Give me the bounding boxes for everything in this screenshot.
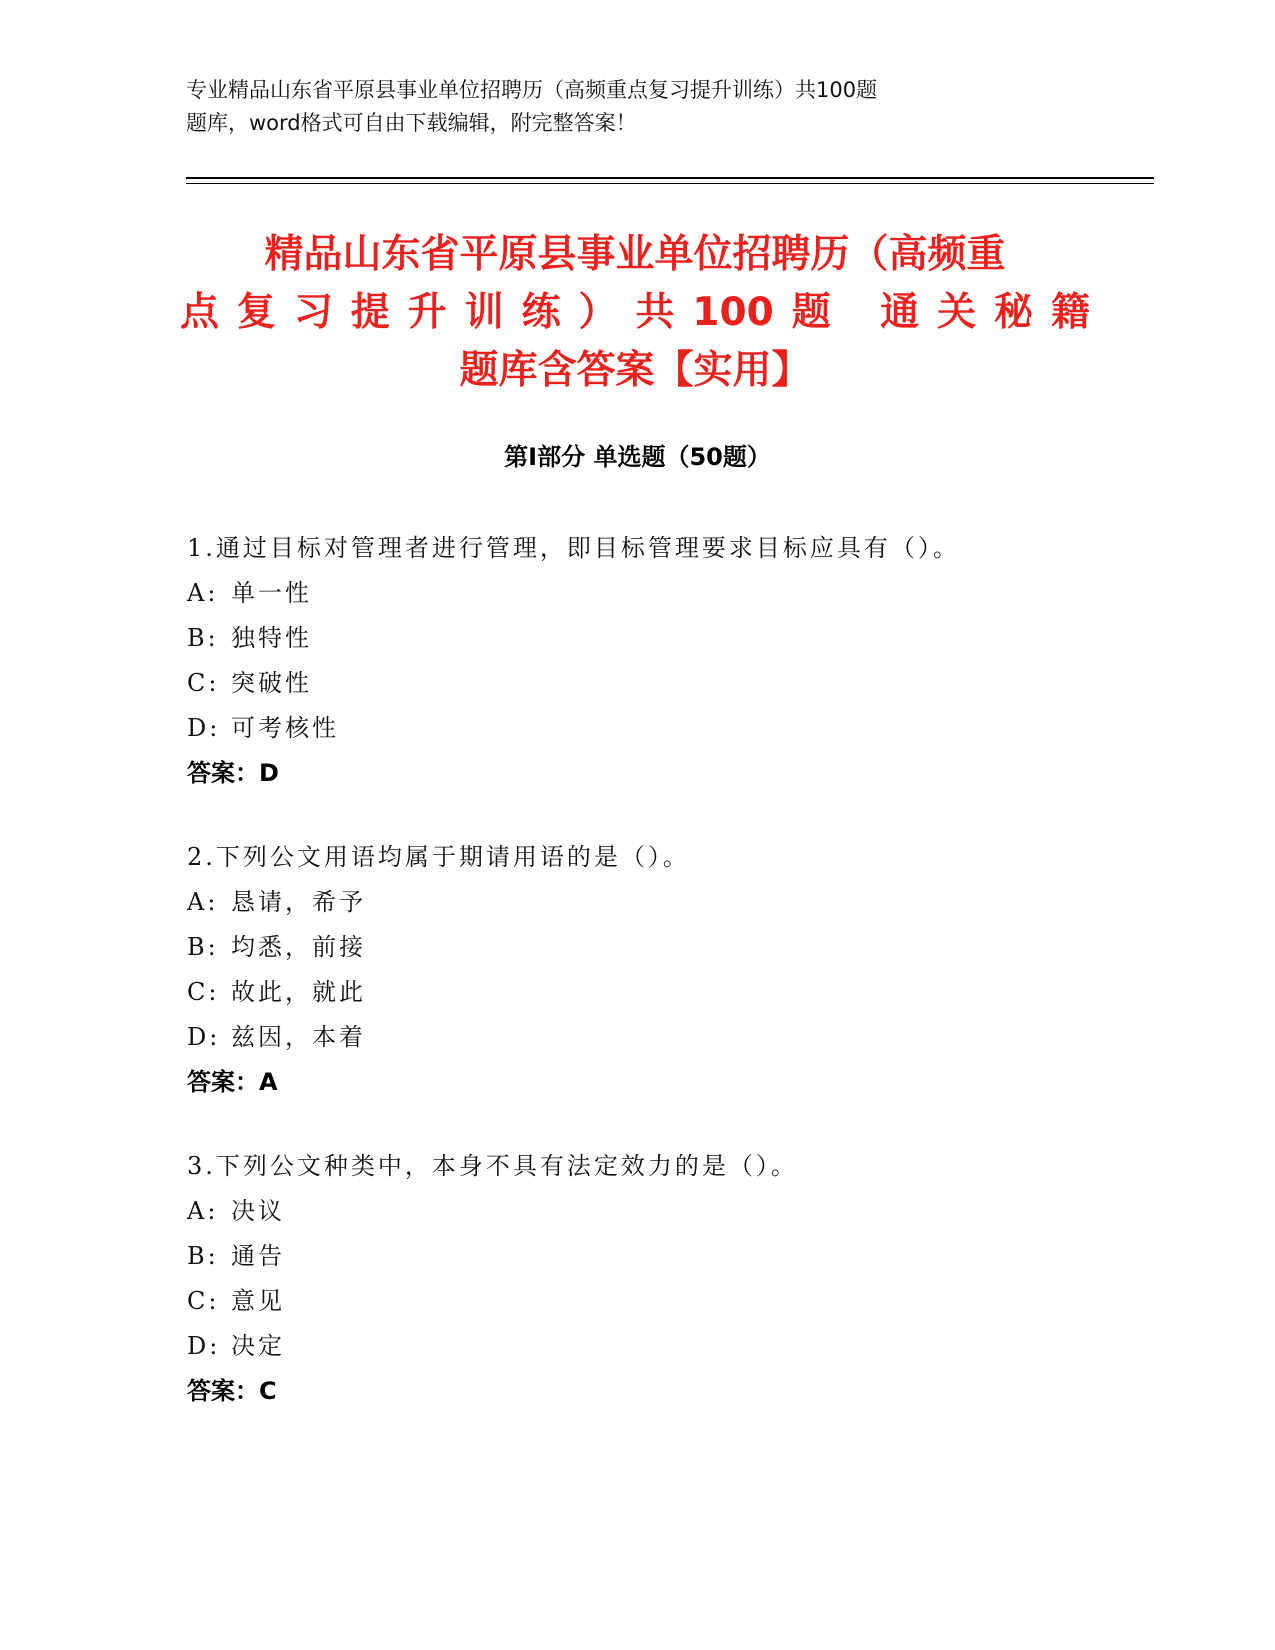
option-text: 均悉，前接 bbox=[231, 933, 366, 961]
option-d bbox=[187, 1015, 1107, 1060]
option-b bbox=[187, 616, 1107, 661]
option-c bbox=[187, 1279, 1107, 1324]
option-text: 独特性 bbox=[231, 624, 312, 652]
option-letter: C: bbox=[187, 1287, 220, 1315]
option-text: 决定 bbox=[231, 1332, 285, 1360]
option-text: 恳请，希予 bbox=[231, 888, 366, 916]
title-line-1: 精品山东省平原县事业单位招聘历（高频重 bbox=[264, 232, 1006, 277]
question-stem: 2.下列公文用语均属于期请用语的是（）。 bbox=[187, 843, 690, 871]
header-note bbox=[186, 74, 1016, 140]
answer-line: 答案：D bbox=[187, 759, 279, 787]
option-text: 决议 bbox=[231, 1197, 285, 1225]
option-text: 兹因，本着 bbox=[231, 1023, 366, 1051]
option-text: 可考核性 bbox=[231, 714, 339, 742]
document-title bbox=[180, 226, 1090, 400]
header-rule-thin bbox=[186, 183, 1154, 184]
section-heading: 第Ⅰ部分 单选题（50题） bbox=[504, 443, 771, 471]
option-letter: C: bbox=[187, 978, 220, 1006]
option-text: 故此，就此 bbox=[231, 978, 366, 1006]
option-c bbox=[187, 970, 1107, 1015]
option-letter: C: bbox=[187, 669, 220, 697]
answer-line: 答案：A bbox=[187, 1068, 278, 1096]
option-a bbox=[187, 1189, 1107, 1234]
header-rule-thick bbox=[186, 177, 1154, 179]
answer-line: 答案：C bbox=[187, 1377, 277, 1405]
option-text: 通告 bbox=[231, 1242, 285, 1270]
option-text: 意见 bbox=[231, 1287, 285, 1315]
option-a bbox=[187, 571, 1107, 616]
option-d bbox=[187, 1324, 1107, 1369]
option-letter: A: bbox=[187, 888, 219, 916]
question-stem: 1.通过目标对管理者进行管理，即目标管理要求目标应具有（）。 bbox=[187, 534, 960, 562]
option-c bbox=[187, 661, 1107, 706]
option-letter: A: bbox=[187, 1197, 219, 1225]
option-letter: B: bbox=[187, 933, 219, 961]
question-item bbox=[187, 526, 1107, 796]
question-stem: 3.下列公文种类中，本身不具有法定效力的是（）。 bbox=[187, 1152, 798, 1180]
option-a bbox=[187, 880, 1107, 925]
option-b bbox=[187, 1234, 1107, 1279]
option-b bbox=[187, 925, 1107, 970]
option-text: 突破性 bbox=[231, 669, 312, 697]
question-item bbox=[187, 835, 1107, 1105]
option-d bbox=[187, 706, 1107, 751]
header-note-line-1: 专业精品山东省平原县事业单位招聘历（高频重点复习提升训练）共100题 bbox=[186, 78, 878, 102]
option-letter: B: bbox=[187, 1242, 219, 1270]
option-letter: D: bbox=[187, 714, 221, 742]
option-letter: A: bbox=[187, 579, 219, 607]
header-note-line-2: 题库，word格式可自由下载编辑，附完整答案！ bbox=[186, 111, 637, 135]
title-line-2: 点复习提升训练）共100题 通关秘籍 bbox=[180, 290, 1090, 335]
question-list bbox=[187, 526, 1107, 1453]
option-letter: B: bbox=[187, 624, 219, 652]
question-item bbox=[187, 1144, 1107, 1414]
option-text: 单一性 bbox=[231, 579, 312, 607]
title-line-3: 题库含答案【实用】 bbox=[459, 348, 811, 393]
option-letter: D: bbox=[187, 1332, 221, 1360]
option-letter: D: bbox=[187, 1023, 221, 1051]
